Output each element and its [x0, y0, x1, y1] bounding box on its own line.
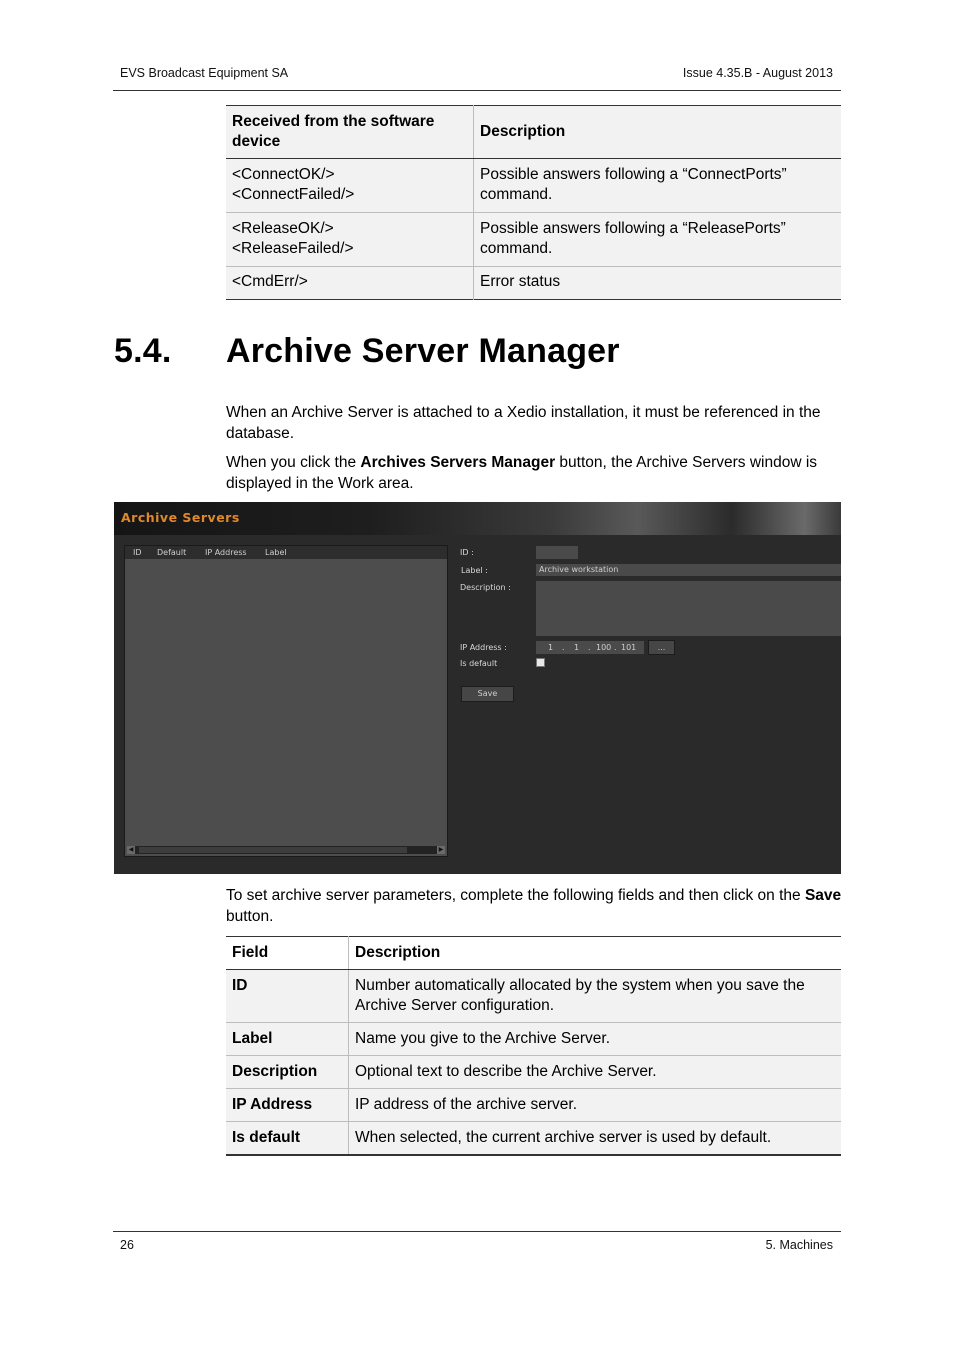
id-label: ID :	[460, 548, 474, 557]
is-default-label: Is default	[460, 659, 498, 668]
table-cell: Possible answers following a “ReleasePorts” command.	[474, 213, 842, 267]
column-header-label[interactable]: Label	[265, 548, 287, 557]
table-header-cell: Description	[474, 106, 842, 159]
table-cell: Number automatically allocated by the system when you save the Archive Server configuration.	[349, 970, 842, 1023]
table-cell: Name you give to the Archive Server.	[349, 1023, 842, 1056]
id-field	[535, 545, 579, 560]
table-row	[226, 970, 841, 1023]
paragraph	[226, 885, 842, 927]
archive-servers-screenshot	[114, 502, 841, 874]
table-cell: Error status	[474, 267, 842, 300]
paragraph-text: button.	[226, 908, 274, 925]
table-header-cell: Received from the software device	[226, 106, 474, 159]
table-cell: Optional text to describe the Archive Server.	[349, 1056, 842, 1089]
table-row	[226, 1023, 841, 1056]
scroll-left-icon[interactable]: ◀	[128, 847, 134, 853]
save-button[interactable]: Save	[461, 686, 514, 702]
column-header-ip[interactable]: IP Address	[205, 548, 247, 557]
table-cell: Label	[226, 1023, 349, 1056]
table-header-row	[226, 106, 841, 159]
section-number: 5.4.	[114, 332, 172, 370]
description-field[interactable]	[535, 580, 841, 637]
table-row	[226, 1089, 841, 1122]
table-cell: IP Address	[226, 1089, 349, 1122]
paragraph-text: When you click the	[226, 454, 361, 471]
table-cell: When selected, the current archive server is used by default.	[349, 1122, 842, 1156]
window-title: Archive Servers	[121, 510, 240, 525]
table-row	[226, 213, 841, 267]
table-cell: <ReleaseOK/> <ReleaseFailed/>	[226, 213, 474, 267]
table-cell: ID	[226, 970, 349, 1023]
footer-chapter: 5. Machines	[765, 1238, 833, 1252]
list-header	[125, 546, 447, 559]
response-table	[226, 105, 841, 300]
table-cell: Description	[226, 1056, 349, 1089]
ip-field[interactable]: 1 . 1 . 100 . 101	[535, 640, 645, 655]
horizontal-scrollbar[interactable]	[127, 846, 445, 854]
ip-part: 100	[596, 643, 612, 652]
footer-rule	[113, 1231, 841, 1232]
paragraph-text: button, the Archive Servers window is displayed in the Work area.	[226, 454, 818, 492]
table-cell: IP address of the archive server.	[349, 1089, 842, 1122]
ip-part: 1	[574, 643, 580, 652]
ip-browse-button[interactable]: ...	[648, 640, 675, 655]
paragraph-bold: Archives Servers Manager	[360, 454, 556, 471]
table-header-cell: Description	[349, 937, 842, 970]
is-default-checkbox[interactable]	[536, 658, 545, 667]
table-header-row	[226, 937, 841, 970]
section-title: Archive Server Manager	[226, 332, 620, 370]
ip-label: IP Address :	[460, 643, 507, 652]
table-cell: Possible answers following a “ConnectPorts” command.	[474, 159, 842, 213]
header-right: Issue 4.35.B - August 2013	[682, 66, 833, 80]
table-row	[226, 267, 841, 300]
server-list[interactable]	[124, 545, 448, 857]
fields-table	[226, 936, 841, 1156]
table-cell: Is default	[226, 1122, 349, 1156]
paragraph: When an Archive Server is attached to a Xedio installation, it must be referenced in the database.	[226, 404, 821, 442]
column-header-default[interactable]: Default	[157, 548, 187, 557]
table-row	[226, 1056, 841, 1089]
header-rule	[113, 90, 841, 91]
ip-part: 1	[548, 643, 554, 652]
paragraph-text: To set archive server parameters, complete the following fields and then click on the	[226, 887, 805, 904]
scroll-right-icon[interactable]: ▶	[438, 847, 444, 853]
table-cell: <ConnectOK/> <ConnectFailed/>	[226, 159, 474, 213]
table-header-cell: Field	[226, 937, 349, 970]
paragraph-bold: Save	[804, 887, 842, 904]
description-label: Description :	[460, 583, 511, 592]
table-row	[226, 1122, 841, 1156]
table-row	[226, 159, 841, 213]
paragraph	[226, 452, 842, 494]
label-field[interactable]: Archive workstation	[535, 563, 841, 577]
header-left: EVS Broadcast Equipment SA	[120, 66, 289, 80]
table-cell: <CmdErr/>	[226, 267, 474, 300]
label-label: Label :	[461, 566, 488, 575]
ip-part: 101	[621, 643, 637, 652]
column-header-id[interactable]: ID	[133, 548, 142, 557]
page-number: 26	[120, 1238, 134, 1252]
scroll-thumb[interactable]	[139, 847, 407, 853]
